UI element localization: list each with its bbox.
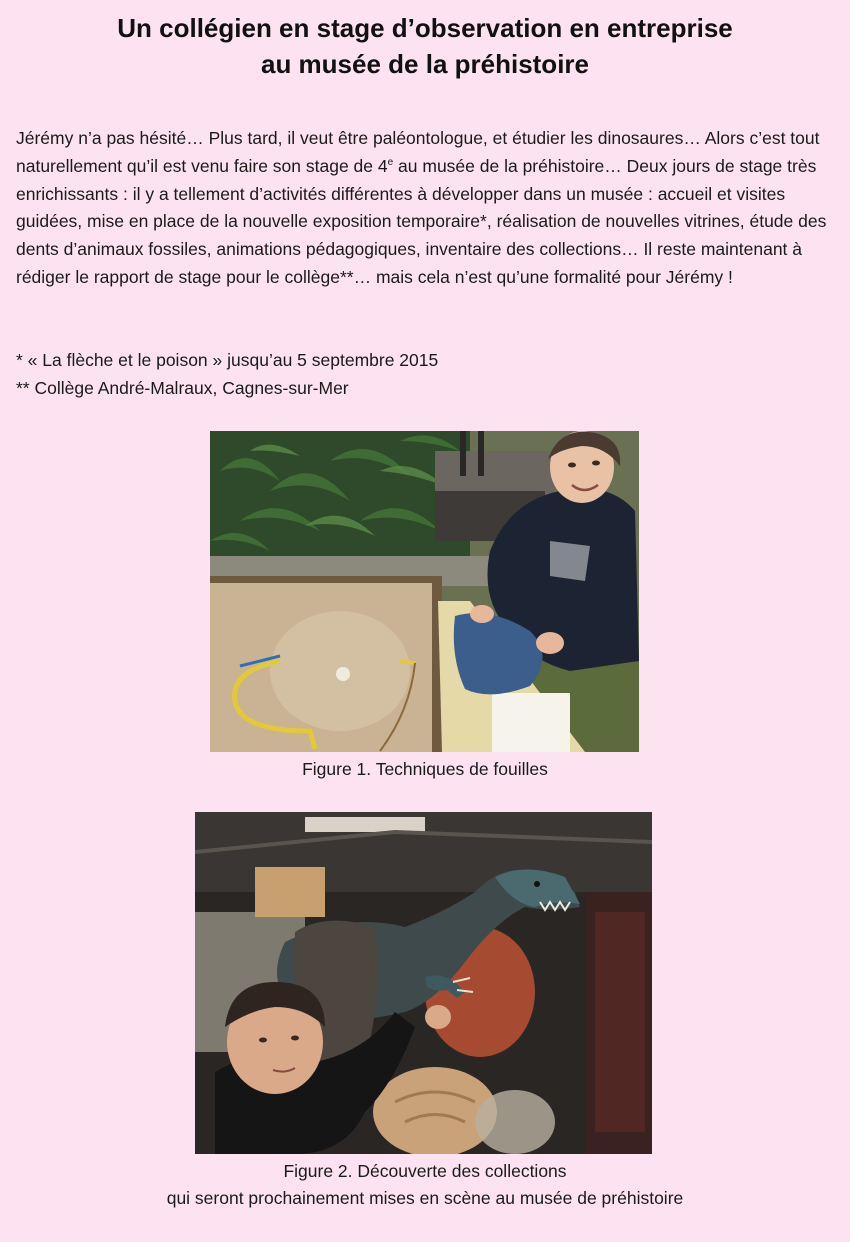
intro-text-part-2: au musée de la préhistoire… Deux jours de stage très enrichissants : il y a tellement d’activités différentes à développer dans un musée : accueil et visites guidées, mise en place de la nouvelle exposition temporaire*, réalisation de nouvelles vitrines, étude des dents d’animaux fossiles, animations pédagogiques, inventaire des collections… Il reste maintenant à rédiger le rapport de stage pour le collège**… mais cela n’est qu’une formalité pour Jérémy ! xyxy=(16,155,827,287)
figure-2-caption-line-1: Figure 2. Découverte des collections xyxy=(283,1161,567,1181)
page-title xyxy=(0,10,850,82)
page-title-line-2: au musée de la préhistoire xyxy=(260,49,589,79)
figure-2-photo xyxy=(195,812,652,1154)
figure-1-photo xyxy=(210,431,639,752)
footnote-school: ** Collège André-Malraux, Cagnes-sur-Mer xyxy=(16,378,349,398)
figure-2-caption-line-2: qui seront prochainement mises en scène au musée de préhistoire xyxy=(166,1188,684,1208)
figure-2-caption xyxy=(0,1158,850,1212)
page-title-line-1: Un collégien en stage d’observation en entreprise xyxy=(117,13,733,43)
footnote-exhibition: * « La flèche et le poison » jusqu’au 5 septembre 2015 xyxy=(16,350,439,370)
figure-1-image xyxy=(210,431,639,752)
figure-2-image xyxy=(195,812,652,1154)
intro-superscript: e xyxy=(387,156,394,168)
intro-paragraph xyxy=(16,125,836,292)
figure-1-caption: Figure 1. Techniques de fouilles xyxy=(302,759,548,779)
intro-text-part-1: Jérémy n’a pas hésité… Plus tard, il veut être paléontologue, et étudier les dinosaures… Alors c’est tout naturellement qu’il est venu faire son stage de 4 xyxy=(16,128,820,176)
footnotes xyxy=(16,346,836,402)
